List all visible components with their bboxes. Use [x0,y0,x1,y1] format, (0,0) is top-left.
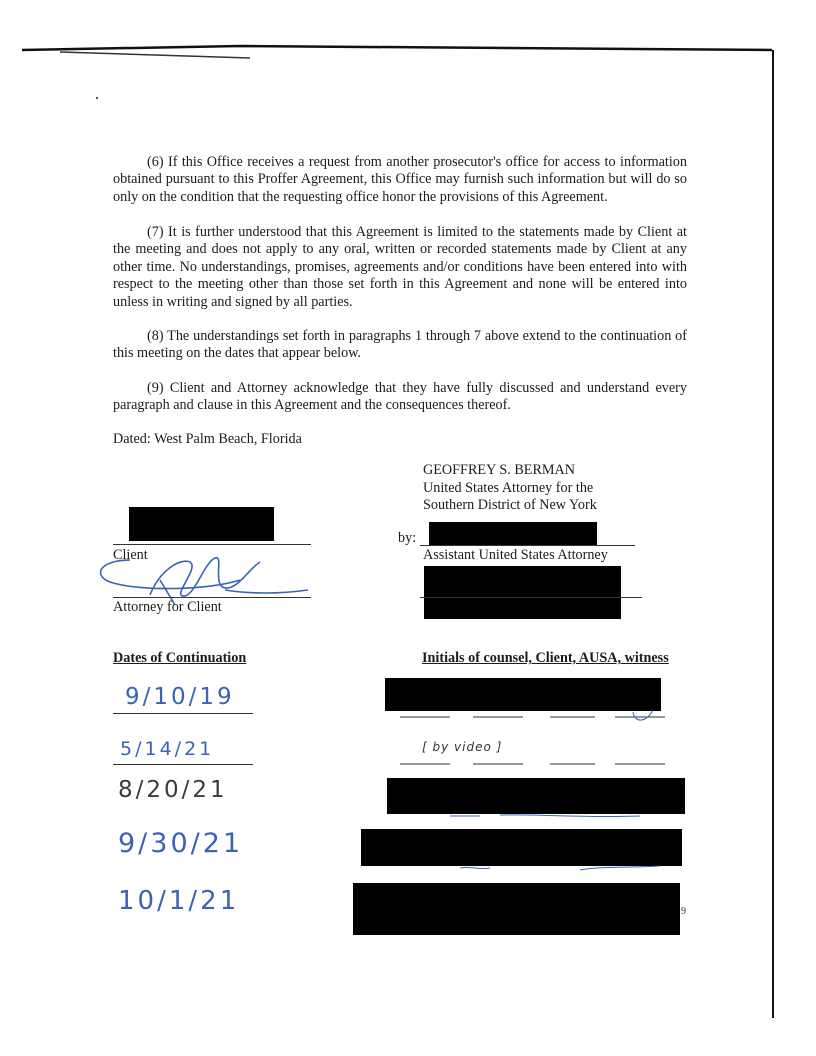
dated-line: Dated: West Palm Beach, Florida [113,431,302,447]
attorney-name: GEOFFREY S. BERMAN [423,462,576,478]
redaction-initials-3 [387,778,685,814]
redaction-initials-5 [353,883,680,935]
paragraph-6: (6) If this Office receives a request from another prosecutor's office for access to information obtained pursuant to this Proffer Agreement, this Office may furnish such information but will do so only on the condition that the requesting office honor the provisions of this Agreement. [113,154,687,205]
client-signature-line [113,544,311,545]
witness-signature-line [420,597,642,598]
paragraph-7: (7) It is further understood that this Agreement is limited to the statements made by Client at the meeting and does not apply to any oral, written or recorded statements made by Client at any other time. No understandings, promises, agreements and/or conditions have been entered into with respect to the meeting other than those set forth in this Agreement and none will be entered into unless in writing and signed by all parties. [113,224,687,310]
client-label: Client [113,547,148,563]
ausa-label: Assistant United States Attorney [423,547,608,563]
attorney-label: Attorney for Client [113,599,222,615]
continuation-date-4: 9/30/21 [118,828,244,859]
video-note: [ by video ] [422,740,503,754]
continuation-date-3: 8/20/21 [118,777,228,803]
dates-heading: Dates of Continuation [113,650,247,666]
redaction-witness [424,566,621,619]
date-line-2 [113,764,253,765]
initials-row-lines [385,700,675,730]
initials-heading: Initials of counsel, Client, AUSA, witness [422,650,669,666]
redaction-ausa-signature [429,522,597,546]
initials-row-lines-2 [385,752,675,772]
paragraph-8: (8) The understandings set forth in paragraphs 1 through 7 above extend to the continuation of this meeting on the dates that appear below. [113,328,687,362]
initials-ink-3 [440,810,690,824]
attorney-signature-line [113,597,311,598]
paragraph-9: (9) Client and Attorney acknowledge that they have fully discussed and understand every paragraph and clause in this Agreement and the consequences thereof. [113,380,687,414]
ausa-signature-line [420,545,635,546]
attorney-title: United States Attorney for the [423,480,594,496]
redaction-client-signature [129,507,274,541]
continuation-date-1: 9/10/19 [125,684,235,710]
by-label: by: [398,530,417,546]
page-number: 9 [681,906,686,917]
continuation-date-2: 5/14/21 [120,738,215,760]
redaction-initials-4 [361,829,682,866]
attorney-district: Southern District of New York [423,497,597,513]
date-line-1 [113,713,253,714]
continuation-date-5: 10/1/21 [118,886,240,916]
initials-ink-4 [370,862,690,878]
